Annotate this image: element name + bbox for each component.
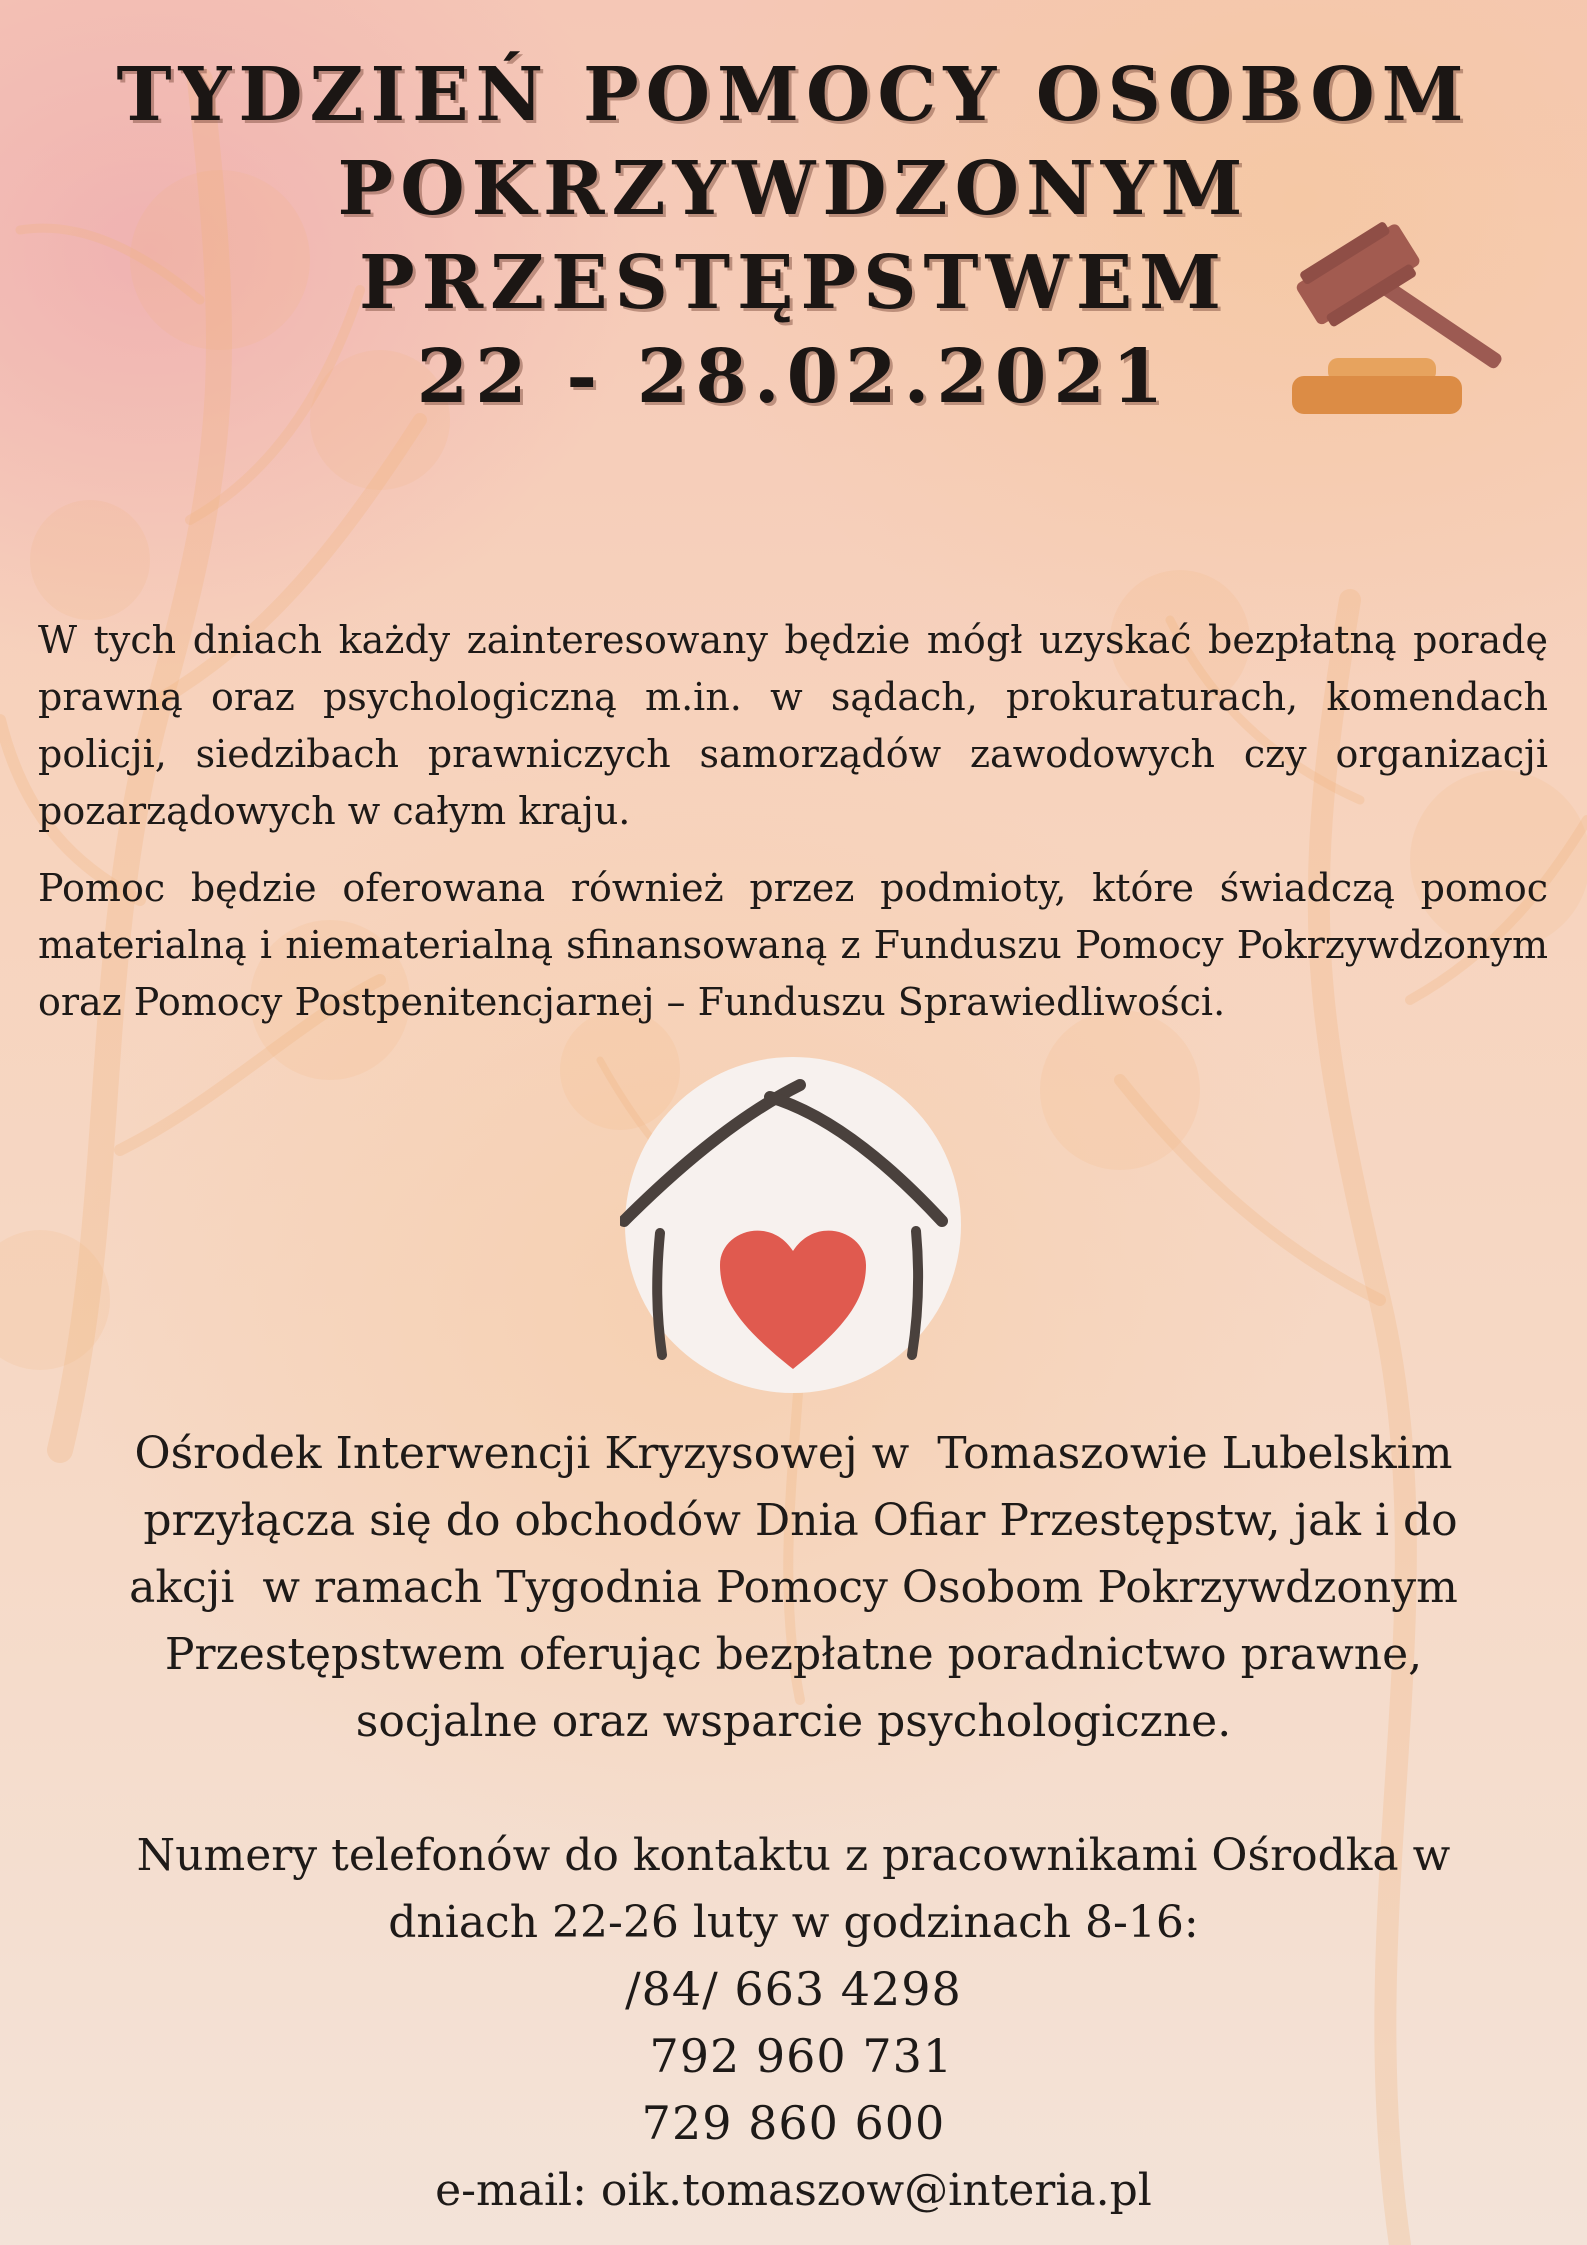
title-line-2: POKRZYWDZONYM [337, 146, 1250, 232]
contact-intro-line-2: dniach 22-26 luty w godzinach 8-16: [388, 1897, 1199, 1948]
phone-number-3: 729 860 600 [641, 2096, 946, 2150]
title-line-1: TYDZIEŃ POMOCY OSOBOM [116, 52, 1471, 138]
announcement-line-2: przyłącza się do obchodów Dnia Ofiar Przestępstw, jak i do [129, 1495, 1458, 1546]
contact-email: e-mail: oik.tomaszow@interia.pl [435, 2165, 1152, 2216]
paragraph-legal-advice: W tych dniach każdy zainteresowany będzie mógł uzyskać bezpłatną poradę prawną oraz psychologiczną m.in. w sądach, prokuraturach, komendach policji, siedzibach prawniczych samorządów zawodowych czy organizacji pozarządowych w całym kraju. [38, 618, 1548, 833]
paragraph-support-funding: Pomoc będzie oferowana również przez podmioty, które świadczą pomoc materialną i niematerialną sfinansowaną z Funduszu Pomocy Pokrzywdzonym oraz Pomocy Postpenitencjarnej – Funduszu Sprawiedliwości. [38, 866, 1548, 1024]
center-announcement [20, 1420, 1567, 1755]
announcement-line-1: Ośrodek Interwencji Kryzysowej w Tomaszowie Lubelskim [134, 1428, 1453, 1479]
gavel-icon [1280, 210, 1530, 420]
title-date: 22 - 28.02.2021 [416, 334, 1171, 420]
contact-section [20, 1822, 1567, 2224]
announcement-line-5: socjalne oraz wsparcie psychologiczne. [355, 1696, 1232, 1747]
contact-intro-line-1: Numery telefonów do kontaktu z pracownikami Ośrodka w [136, 1830, 1451, 1881]
phone-number-2: 792 960 731 [633, 2029, 954, 2083]
phone-number-1: /84/ 663 4298 [625, 1962, 962, 2016]
title-line-3: PRZESTĘPSTWEM [358, 240, 1229, 326]
announcement-line-3: akcji w ramach Tygodnia Pomocy Osobom Pokrzywdzonym [129, 1562, 1458, 1613]
house-heart-icon [620, 1055, 966, 1395]
announcement-line-4: Przestępstwem oferując bezpłatne poradnictwo prawne, [164, 1629, 1423, 1680]
